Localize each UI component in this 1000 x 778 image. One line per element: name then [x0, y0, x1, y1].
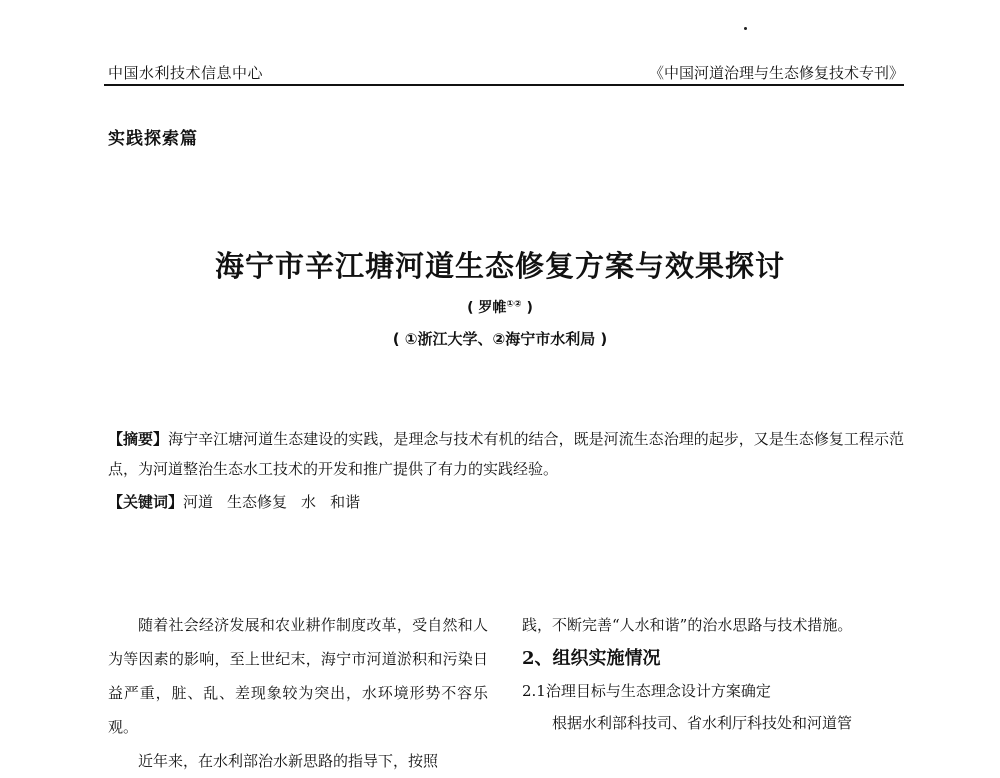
body-paragraph: 践，不断完善“人水和谐”的治水思路与技术措施。: [522, 616, 853, 634]
keywords: [108, 488, 904, 516]
keyword: 河道: [183, 493, 214, 511]
header-publisher: 中国水利技术信息中心: [108, 64, 264, 82]
abstract: [108, 424, 904, 484]
body-column-right: [522, 608, 902, 740]
abstract-text: 海宁辛江塘河道生态建设的实践，是理念与技术有机的结合，既是河流生态治理的起步，又是生态修复工程示范点，为河道整治生态水工技术的开发和推广提供了有力的实践经验。: [108, 430, 904, 478]
article-affiliation: ( ①浙江大学、②海宁市水利局 ): [392, 330, 608, 348]
abstract-tag: 【摘要】: [108, 430, 169, 448]
scan-speck: [744, 27, 747, 30]
header-journal-title: 《中国河道治理与生态修复技术专刊》: [648, 64, 904, 82]
author-affiliation-marks: ①②: [506, 299, 522, 310]
section-heading: 2、组织实施情况: [522, 648, 661, 669]
subsection-heading: 2.1治理目标与生态理念设计方案确定: [522, 682, 771, 700]
author-name: ( 罗帷: [467, 300, 507, 316]
keywords-tag: 【关键词】: [108, 493, 184, 511]
body-paragraph: 近年来，在水利部治水新思路的指导下，按照: [138, 752, 439, 770]
article-title: 海宁市辛江塘河道生态修复方案与效果探讨: [214, 249, 785, 283]
keyword: 水: [301, 493, 317, 511]
body-paragraph: 根据水利部科技司、省水利厅科技处和河道管: [552, 714, 853, 732]
author-close: ): [521, 300, 533, 316]
article-author: [0, 297, 1000, 317]
keyword: 生态修复: [227, 493, 288, 511]
keyword: 和谐: [330, 493, 361, 511]
section-label: 实践探索篇: [108, 129, 198, 149]
body-column-left: [108, 608, 488, 778]
header-rule: [104, 84, 904, 86]
running-header: [108, 62, 904, 86]
body-paragraph: 随着社会经济发展和农业耕作制度改革，受自然和人为等因素的影响，至上世纪末，海宁市河道淤积和污染日益严重，脏、乱、差现象较为突出，水环境形势不容乐观。: [108, 616, 488, 736]
